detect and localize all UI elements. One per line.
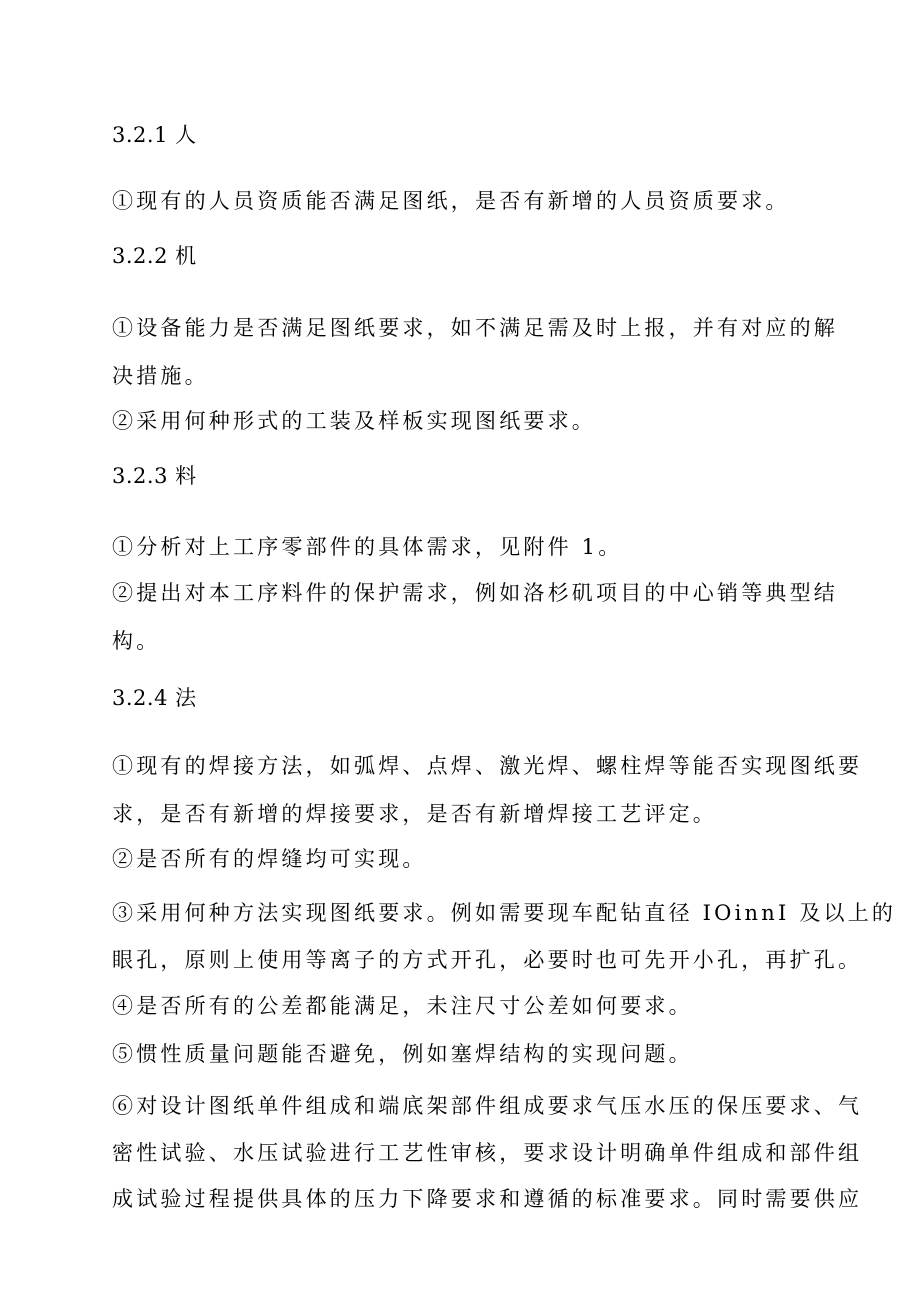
section-heading-machine: 3.2.2 机 [112, 244, 197, 268]
paragraph-line: ④是否所有的公差都能满足，未注尺寸公差如何要求。 [112, 994, 693, 1018]
paragraph-line: ②采用何种形式的工装及样板实现图纸要求。 [112, 409, 596, 433]
paragraph-line: ①设备能力是否满足图纸要求，如不满足需及时上报，并有对应的解 [112, 316, 838, 340]
paragraph-line: ①现有的焊接方法，如弧焊、点焊、激光焊、螺柱焊等能否实现图纸要 [112, 754, 863, 778]
section-heading-material: 3.2.3 料 [112, 464, 197, 488]
paragraph-line: ⑥对设计图纸单件组成和端底架部件组成要求气压水压的保压要求、气 [112, 1094, 863, 1118]
paragraph-line: ⑤惯性质量问题能否避免，例如塞焊结构的实现问题。 [112, 1042, 693, 1066]
paragraph-line: 决措施。 [112, 364, 209, 388]
paragraph-line: ①现有的人员资质能否满足图纸，是否有新增的人员资质要求。 [112, 189, 790, 213]
paragraph-line: 构。 [112, 629, 161, 653]
paragraph-line: ③采用何种方法实现图纸要求。例如需要现车配钻直径 IOinnI 及以上的 [112, 901, 897, 925]
paragraph-line: 求，是否有新增的焊接要求，是否有新增焊接工艺评定。 [112, 802, 717, 826]
paragraph-line: 成试验过程提供具体的压力下降要求和遵循的标准要求。同时需要供应 [112, 1187, 863, 1211]
paragraph-line: ②提出对本工序料件的保护需求，例如洛杉矶项目的中心销等典型结 [112, 581, 838, 605]
paragraph-line: 眼孔，原则上使用等离子的方式开孔，必要时也可先开小孔，再扩孔。 [112, 948, 863, 972]
section-heading-people: 3.2.1 人 [112, 123, 197, 147]
paragraph-line: ①分析对上工序零部件的具体需求，见附件 1。 [112, 535, 623, 559]
section-heading-method: 3.2.4 法 [112, 686, 197, 710]
paragraph-line: 密性试验、水压试验进行工艺性审核，要求设计明确单件组成和部件组 [112, 1141, 863, 1165]
paragraph-line: ②是否所有的焊缝均可实现。 [112, 847, 427, 871]
